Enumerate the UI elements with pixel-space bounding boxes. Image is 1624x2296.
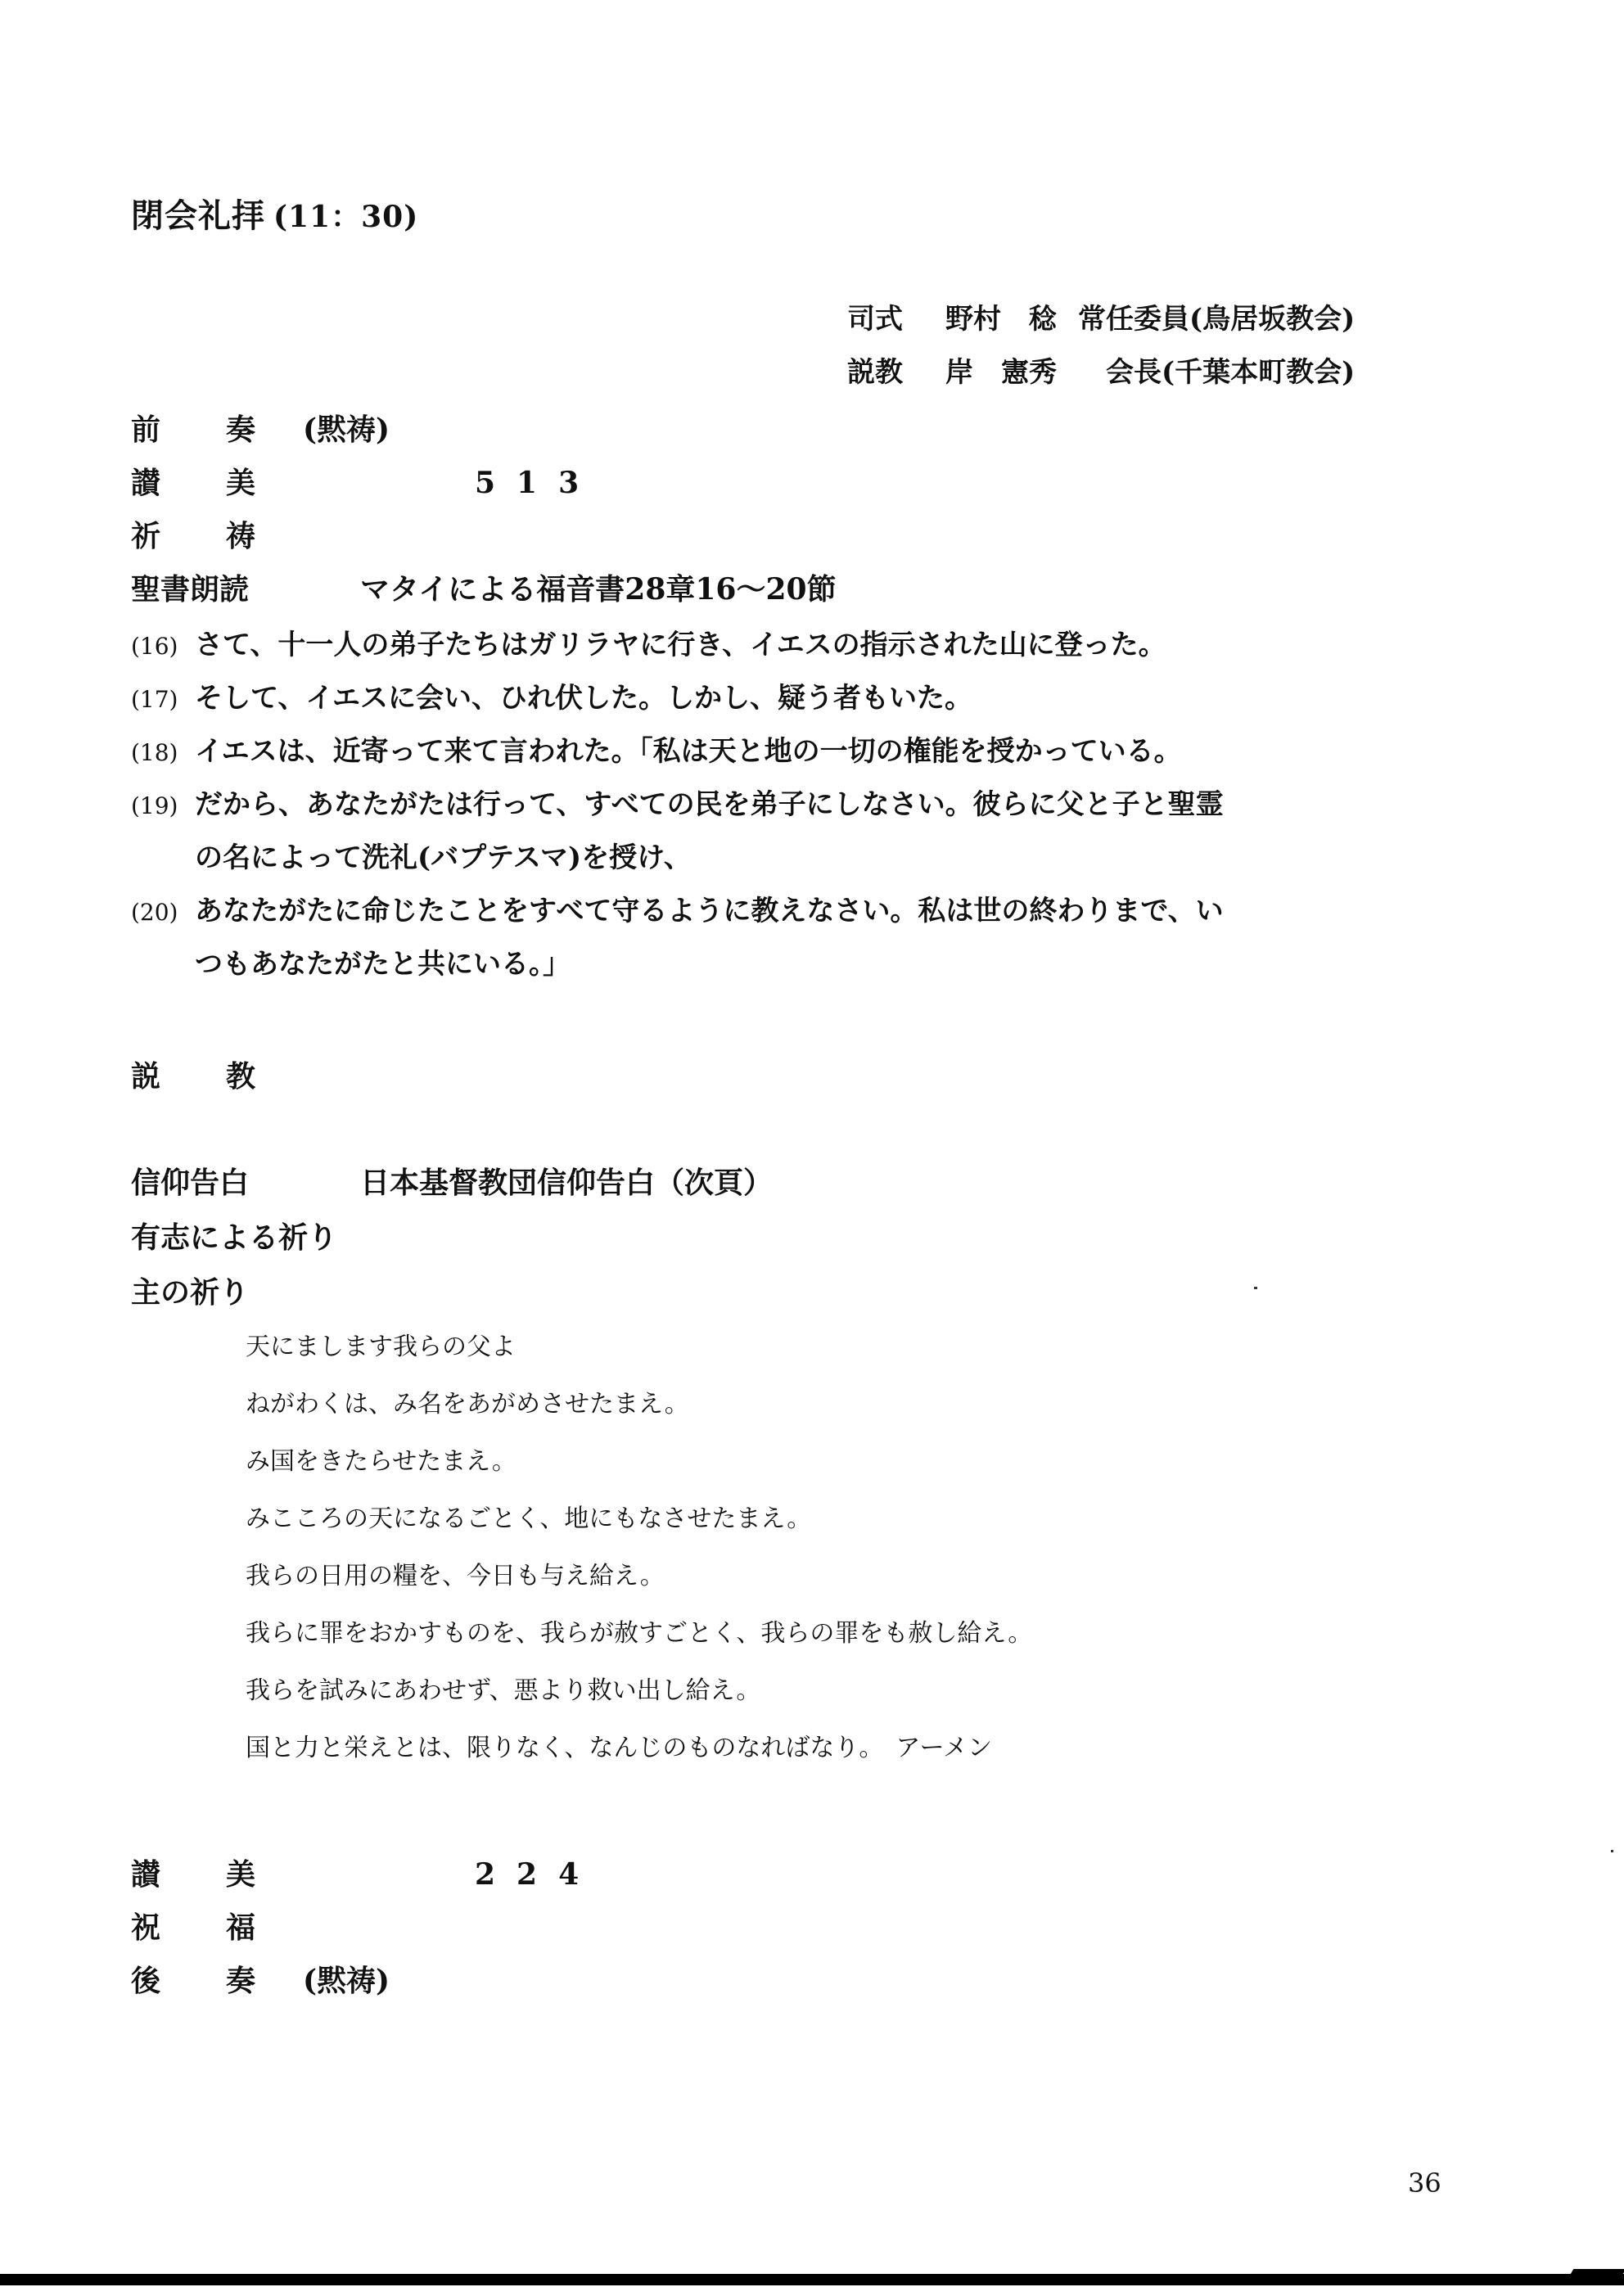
program-label: 讃美 — [131, 466, 322, 500]
program-label: 祝福 — [131, 1910, 322, 1945]
lords-prayer-line: 我らの日用の糧を、今日も与え給え。 — [246, 1562, 665, 1590]
officiant-position: 常任委員(鳥居坂教会) — [1078, 303, 1356, 336]
program-label: 後奏 — [131, 1964, 322, 1998]
program-label: 説教 — [131, 1059, 322, 1094]
hymn-number: 224 — [475, 1857, 601, 1892]
verse-text: の名によって洗礼(バプテスマ)を授け、 — [195, 841, 692, 874]
program-item-scripture — [131, 566, 837, 608]
program-item-benediction — [131, 1905, 360, 1946]
program-item-postlude — [131, 1958, 390, 2000]
scripture-verse-continuation — [195, 835, 692, 875]
scripture-verse — [131, 622, 1166, 662]
page-number: 36 — [1408, 2167, 1441, 2199]
officiant-position: 会長(千葉本町教会) — [1106, 356, 1356, 389]
program-label: 有志による祈り — [131, 1220, 338, 1255]
program-item-hymn-closing — [131, 1852, 600, 1893]
program-item-volunteer-prayers — [131, 1215, 337, 1256]
program-item-sermon — [131, 1053, 360, 1095]
program-value: (黙祷) — [303, 1964, 390, 1998]
verse-number: (17) — [131, 686, 178, 713]
program-item-prayer — [131, 513, 360, 555]
lords-prayer-line: 我らを試みにあわせず、悪より救い出し給え。 — [246, 1676, 761, 1705]
bottom-rule-tip — [1570, 2269, 1624, 2276]
program-value: (黙祷) — [303, 413, 390, 447]
scripture-verse — [131, 675, 972, 715]
scripture-verse-continuation — [195, 941, 571, 981]
verse-text: イエスは、近寄って来て言われた。「私は天と地の一切の権能を授かっている。 — [195, 735, 1182, 768]
verse-number: (16) — [131, 633, 178, 660]
program-item-hymn — [131, 460, 600, 502]
verse-number: (20) — [131, 899, 178, 926]
officiant-name: 野村 稔 — [945, 303, 1057, 336]
verse-text: あなたがたに命じたことをすべて守るように教えなさい。私は世の終わりまで、い — [195, 895, 1224, 927]
scripture-verse — [131, 782, 1224, 822]
officiant-line-preacher — [847, 350, 1355, 390]
lords-prayer-line: みこころの天になるごとく、地にもなさせたまえ。 — [246, 1504, 812, 1533]
service-time: (11：30) — [273, 200, 419, 234]
bottom-rule — [0, 2274, 1624, 2285]
program-label: 聖書朗読 — [131, 572, 250, 607]
verse-text: つもあなたがたと共にいる。」 — [195, 948, 571, 981]
hymn-number: 513 — [475, 466, 601, 500]
scan-speck — [1254, 1287, 1257, 1289]
program-item-creed — [131, 1160, 773, 1202]
lords-prayer-line: 天にまします我らの父よ — [246, 1333, 516, 1361]
program-label: 讃美 — [131, 1857, 322, 1892]
program-label: 主の祈り — [131, 1275, 250, 1310]
lords-prayer-line: 我らに罪をおかすものを、我らが赦すごとく、我らの罪をも赦し給え。 — [246, 1619, 1033, 1648]
verse-text: そして、イエスに会い、ひれ伏した。しかし、疑う者もいた。 — [195, 682, 972, 715]
program-label: 信仰告白 — [131, 1166, 250, 1200]
program-item-lords-prayer — [131, 1270, 249, 1311]
service-title-text: 閉会礼拝 — [131, 196, 265, 235]
verse-number: (19) — [131, 792, 178, 819]
officiant-line-presider — [847, 296, 1355, 336]
creed-reference: 日本基督教団信仰告白（次頁） — [360, 1166, 774, 1200]
officiant-role: 司式 — [847, 303, 903, 336]
program-label: 祈祷 — [131, 519, 322, 553]
program-item-prelude — [131, 407, 390, 449]
scripture-reference: マタイによる福音書28章16～20節 — [360, 572, 837, 607]
verse-text: さて、十一人の弟子たちはガリラヤに行き、イエスの指示された山に登った。 — [195, 629, 1166, 661]
lords-prayer-line: 国と力と栄えとは、限りなく、なんじのものなればなり。 アーメン — [246, 1734, 992, 1762]
service-title — [131, 190, 418, 237]
lords-prayer-line: ねがわくは、み名をあがめさせたまえ。 — [246, 1390, 689, 1419]
scripture-verse — [131, 888, 1224, 928]
lords-prayer-line: み国をきたらせたまえ。 — [246, 1447, 517, 1476]
program-label: 前奏 — [131, 413, 322, 447]
officiant-role: 説教 — [847, 356, 903, 389]
officiant-name: 岸 憲秀 — [945, 356, 1057, 389]
verse-text: だから、あなたがたは行って、すべての民を弟子にしなさい。彼らに父と子と聖霊 — [195, 788, 1224, 821]
scripture-verse — [131, 728, 1182, 769]
verse-number: (18) — [131, 739, 178, 766]
scan-speck — [1611, 1850, 1613, 1852]
